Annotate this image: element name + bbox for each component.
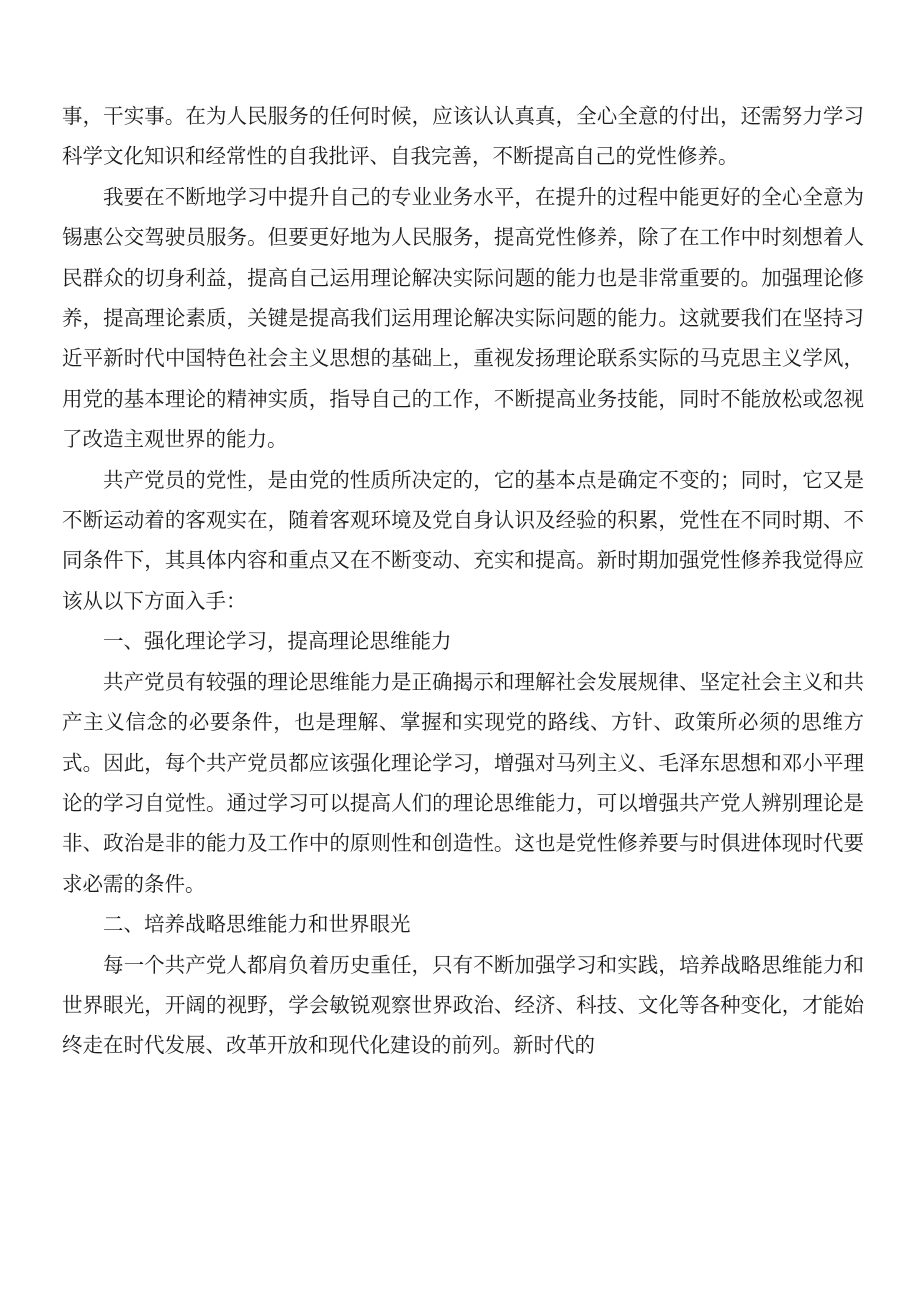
paragraph-historical-responsibility: 每一个共产党人都肩负着历史重任，只有不断加强学习和实践，培养战略思维能力和世界眼光，开阔的视野，学会敏锐观察世界政治、经济、科技、文化等各种变化，才能始终走在时代发展、改革开放和现代化建设的前列。新时代的: [62, 952, 864, 1058]
section-heading-strategic-thinking: 二、培养战略思维能力和世界眼光: [103, 912, 411, 937]
paragraph-professional-study: 我要在不断地学习中提升自己的专业业务水平，在提升的过程中能更好的全心全意为锡惠公交驾驶员服务。但要更好地为人民服务，提高党性修养，除了在工作中时刻想着人民群众的切身利益，提高自己运用理论解决实际问题的能力也是非常重要的。加强理论修养，提高理论素质，关键是提高我们运用理论解决实际问题的能力。这就要我们在坚持习近平新时代中国特色社会主义思想的基础上，重视发扬理论联系实际的马克思主义学风，用党的基本理论的精神实质，指导自己的工作，不断提高业务技能，同时不能放松或忽视了改造主观世界的能力。: [62, 184, 864, 452]
paragraph-party-spirit: 共产党员的党性，是由党的性质所决定的，它的基本点是确定不变的；同时，它又是不断运动着的客观实在，随着客观环境及党自身认识及经验的积累，党性在不同时期、不同条件下，其具体内容和重点又在不断变动、充实和提高。新时期加强党性修养我觉得应该从以下方面入手：: [62, 467, 864, 613]
paragraph-continuation: 事，干实事。在为人民服务的任何时候，应该认认真真，全心全意的付出，还需努力学习科学文化知识和经常性的自我批评、自我完善，不断提高自己的党性修养。: [62, 104, 864, 169]
paragraph-theory-thinking: 共产党员有较强的理论思维能力是正确揭示和理解社会发展规律、坚定社会主义和共产主义信念的必要条件，也是理解、掌握和实现党的路线、方针、政策所必须的思维方式。因此，每个共产党员都应该强化理论学习，增强对马列主义、毛泽东思想和邓小平理论的学习自觉性。通过学习可以提高人们的理论思维能力，可以增强共产党人辨别理论是非、政治是非的能力及工作中的原则性和创造性。这也是党性修养要与时俱进体现时代要求必需的条件。: [62, 669, 864, 896]
document-body: [62, 96, 864, 1066]
section-heading-theory-study: 一、强化理论学习，提高理论思维能力: [103, 629, 452, 654]
